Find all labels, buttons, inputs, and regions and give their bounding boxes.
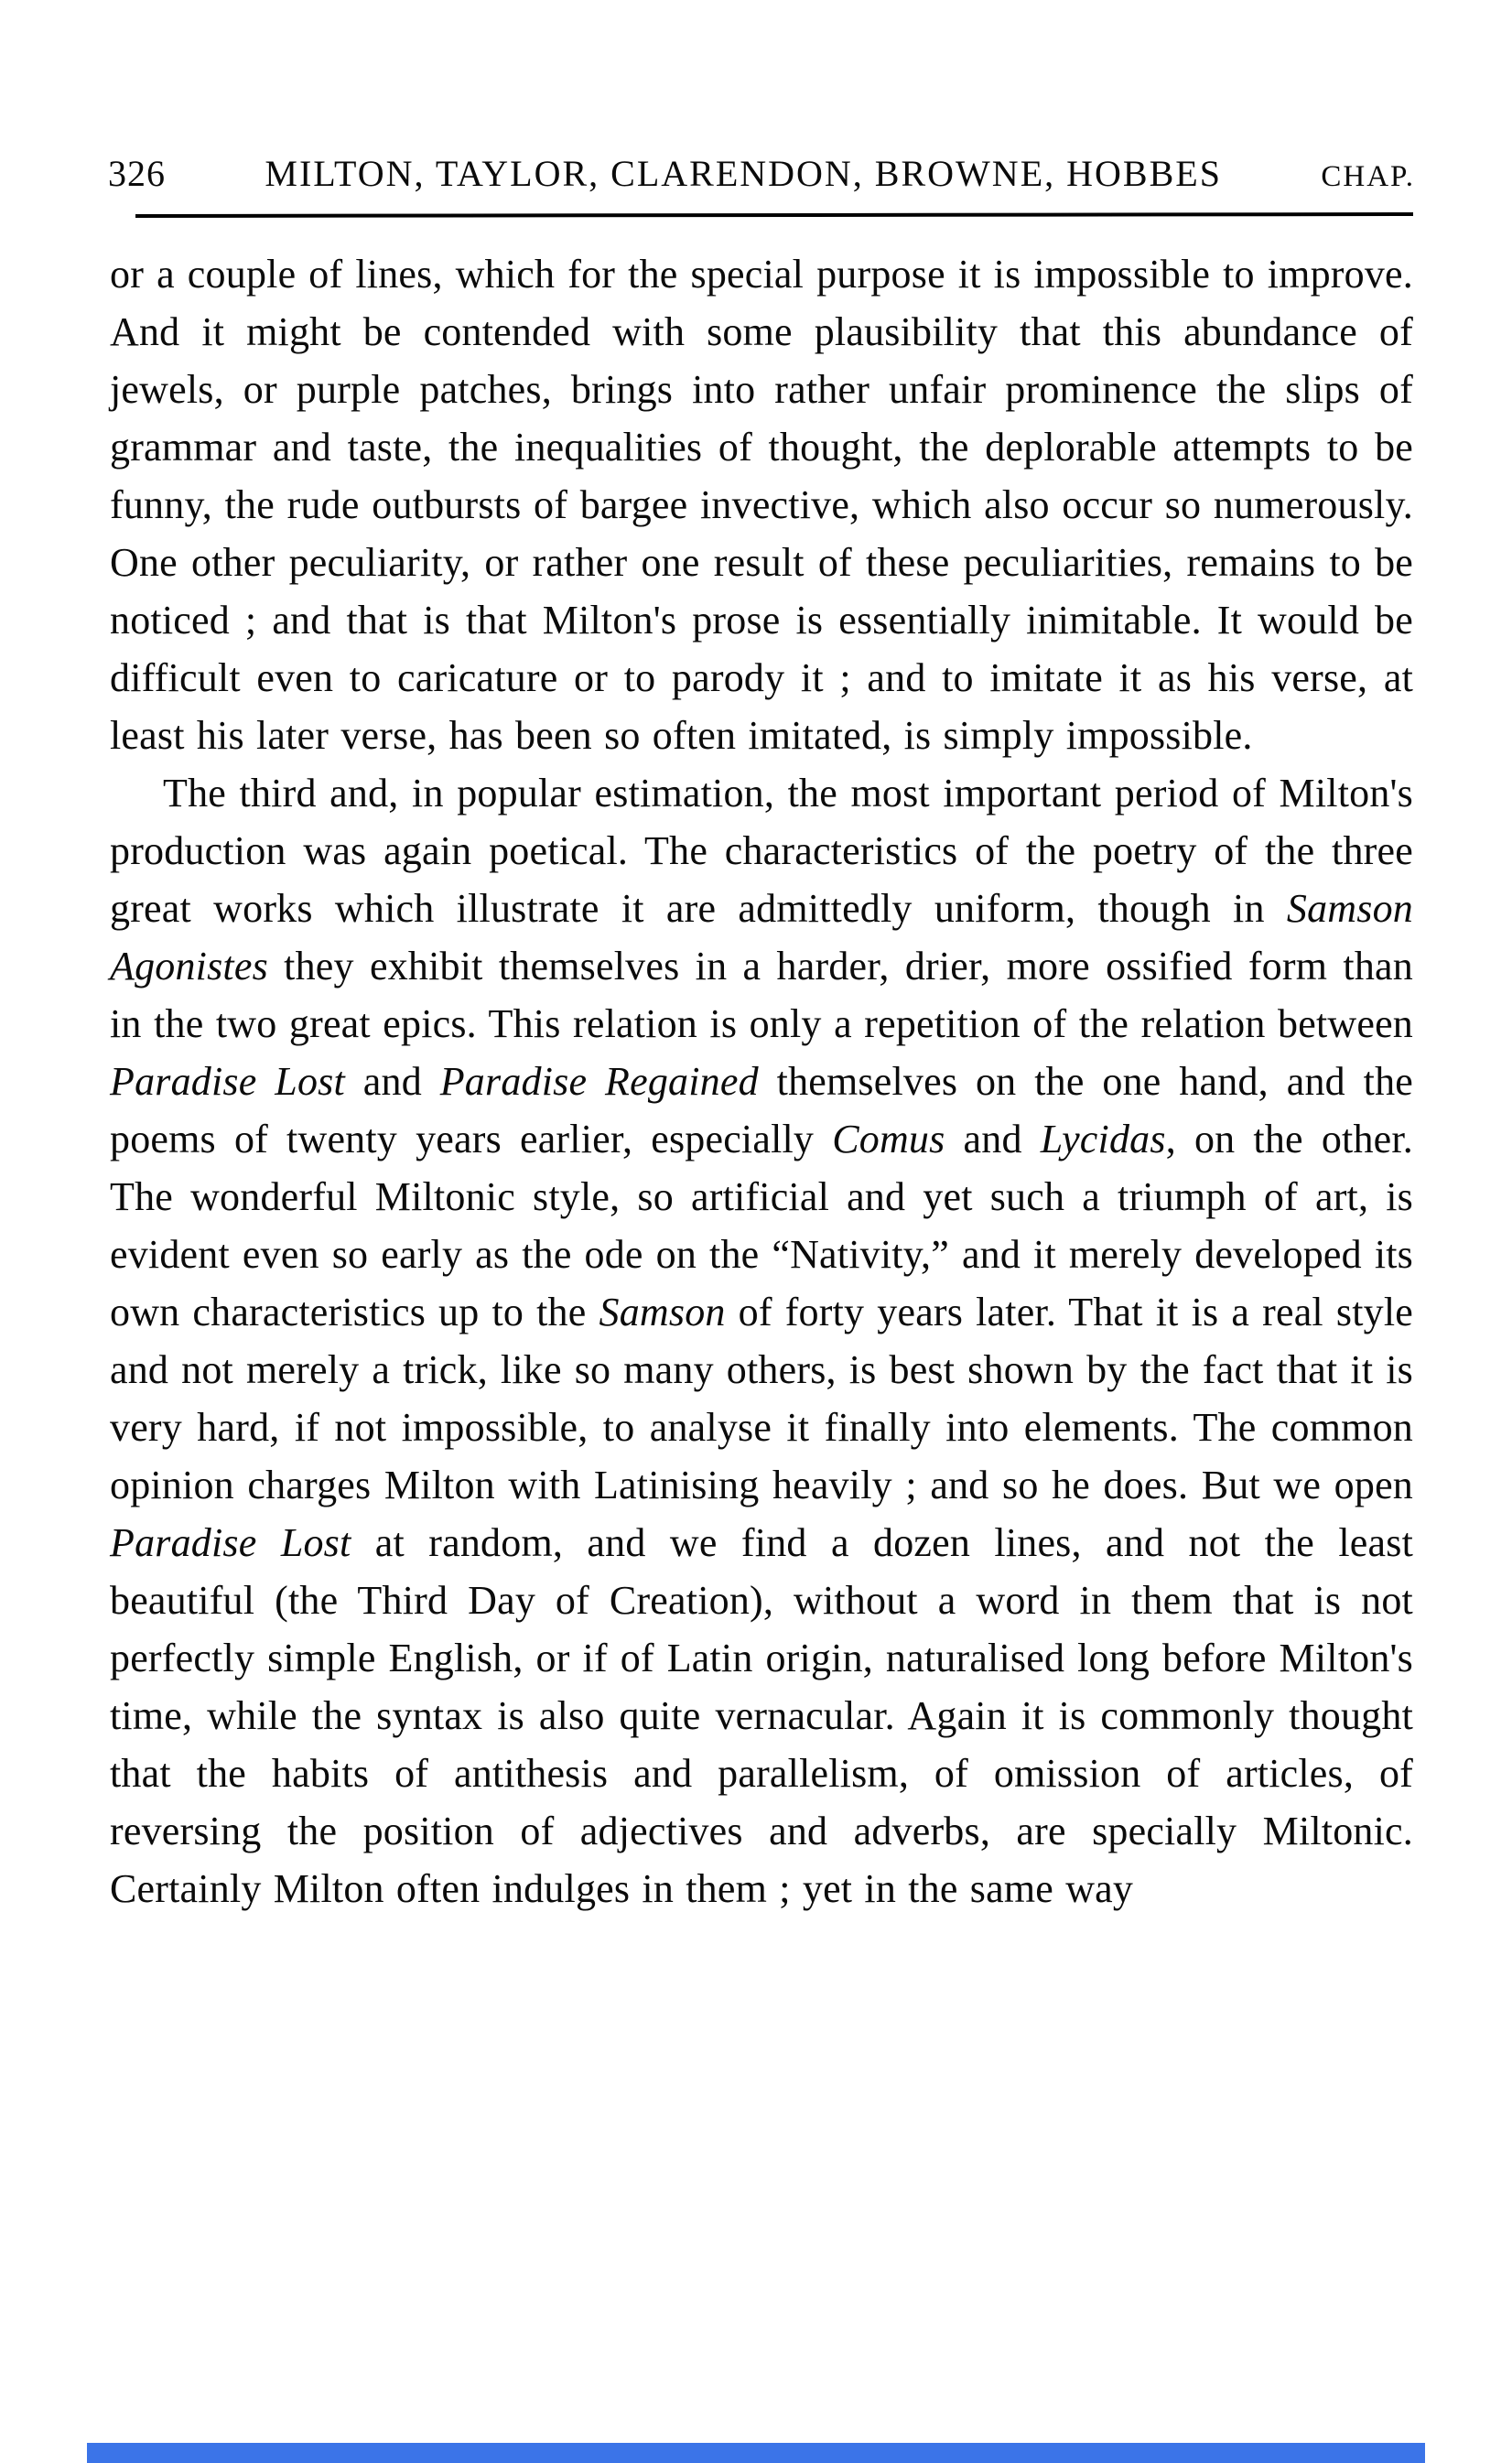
running-header (108, 152, 1415, 195)
text-run: or a couple of lines, which for the special purpose it is impossible to improve. And it might be contended with some plausibility that this abundance of jewels, or purple patches, brings into rather unfair prominence the slips of grammar and taste, the inequalities of thought, the deplorable attempts to be funny, the rude outbursts of bargee invective, which also occur so numerously. One other peculiarity, or rather one result of these peculiarities, remains to be noticed ; and that is that Milton's prose is essentially inimitable. It would be difficult even to caricature or to parody it ; and to imitate it as his verse, at least his later verse, has been so often imitated, is simply impossible. (110, 252, 1413, 758)
book-title-italic: Comus (832, 1117, 945, 1161)
body-text (110, 245, 1413, 1917)
header-rule (135, 212, 1413, 218)
book-title-italic: Paradise Lost (110, 1520, 351, 1565)
book-title-italic: Paradise Lost (110, 1059, 345, 1104)
book-title-italic: Samson Agonistes (110, 886, 1413, 988)
text-run: they exhibit themselves in a harder, drier, more ossified form than in the two great epics. This relation is only a repetition of the relation between (110, 944, 1413, 1046)
text-run: and (344, 1059, 440, 1104)
text-run: , on the other. The wonderful Miltonic style, so artificial and yet such a triumph of art, is evident even so early as the ode on the “Nativity,” and it merely developed its own characteristics up to the (110, 1117, 1414, 1334)
book-title-italic: Samson (599, 1290, 726, 1334)
paragraph (110, 245, 1413, 764)
page-number: 326 (108, 153, 166, 194)
paragraph (110, 764, 1413, 1917)
text-run: The third and, in popular estimation, the most important period of Milton's production was again poetical. The characteristics of the poetry of the three great works which illustrate it are admittedly uniform, though in (110, 771, 1413, 931)
selection-highlight-bar (87, 2443, 1425, 2463)
chapter-label: CHAP. (1321, 160, 1415, 193)
text-run: and (945, 1117, 1041, 1161)
text-run: at random, and we find a dozen lines, and not the least beautiful (the Third Day of Creation), without a word in them that is not perfectly simple English, or if of Latin origin, naturalised long before Milton's time, while the syntax is also quite vernacular. Again it is commonly thought that the habits of antithesis and parallelism, of omission of articles, of reversing the position of adjectives and adverbs, are specially Miltonic. Certainly Milton often indulges in them ; yet in the same way (110, 1520, 1413, 1911)
running-title: MILTON, TAYLOR, CLARENDON, BROWNE, HOBBES (265, 153, 1222, 194)
text-run: of forty years later. That it is a real style and not merely a trick, like so many others, is best shown by the fact that it is very hard, if not impossible, to analyse it finally into elements. The common opinion charges Milton with Latinising heavily ; and so he does. But we open (110, 1290, 1413, 1507)
book-title-italic: Lycidas (1040, 1117, 1166, 1161)
text-run: themselves on the one hand, and the poems of twenty years earlier, especially (110, 1059, 1414, 1161)
book-title-italic: Paradise Regained (439, 1059, 759, 1104)
